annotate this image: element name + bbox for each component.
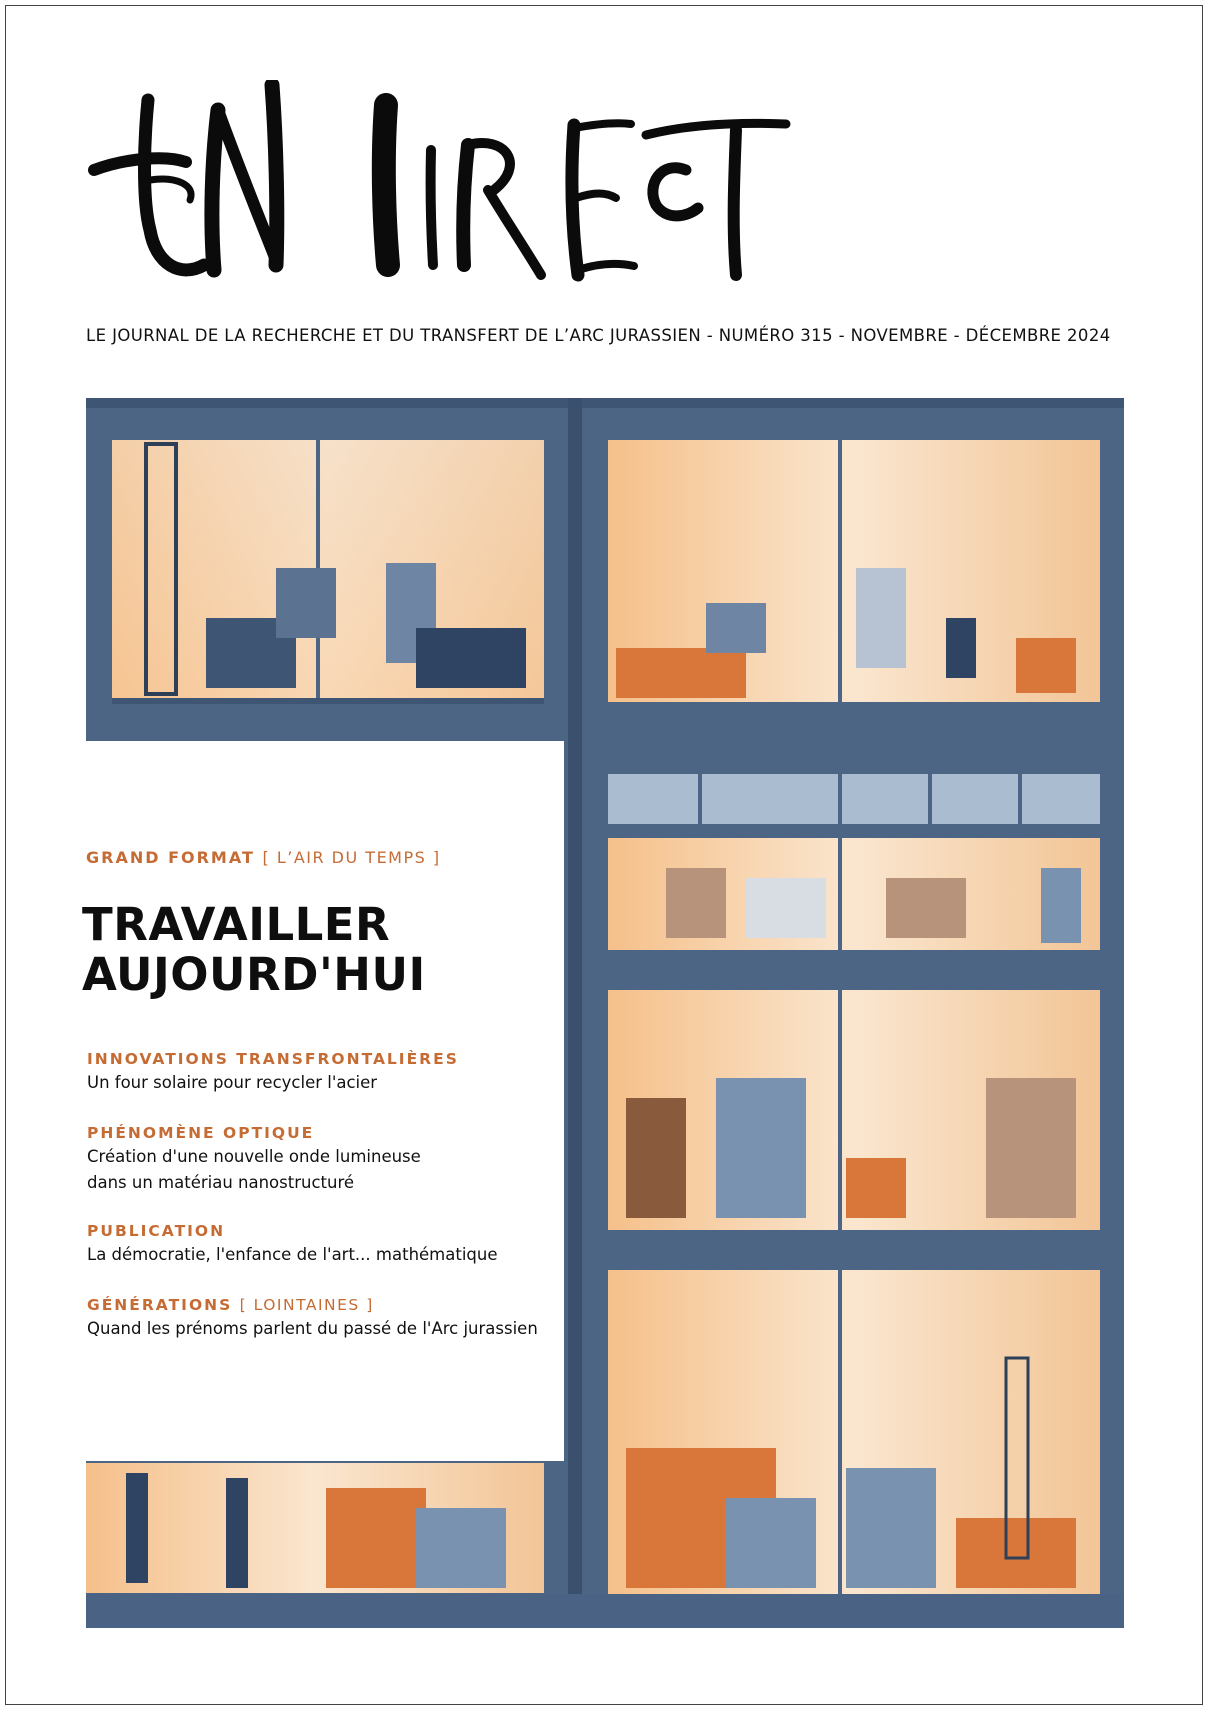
masthead-logo-art	[86, 80, 866, 305]
story-link-democracy[interactable]	[87, 1242, 498, 1268]
story-line: Un four solaire pour recycler l'acier	[87, 1073, 378, 1092]
story-kicker-generations	[87, 1296, 374, 1314]
masthead-logo	[86, 80, 866, 305]
feature-title-line2: AUJOURD'HUI	[82, 948, 426, 1001]
story-link-solar-oven[interactable]	[87, 1070, 377, 1096]
story-line: Quand les prénoms parlent du passé de l'Arc jurassien	[87, 1319, 538, 1338]
story-line: La démocratie, l'enfance de l'art... mathématique	[87, 1245, 498, 1264]
tagline: LE JOURNAL DE LA RECHERCHE ET DU TRANSFERT DE L’ARC JURASSIEN - NUMÉRO 315 - NOVEMBRE - DÉCEMBRE 2024	[86, 326, 1111, 345]
story-kicker-label: GÉNÉRATIONS	[87, 1296, 233, 1314]
story-kicker-innovations: INNOVATIONS TRANSFRONTALIÈRES	[87, 1050, 459, 1068]
story-kicker-sub: [ LOINTAINES ]	[239, 1296, 374, 1314]
story-kicker-publication: PUBLICATION	[87, 1222, 226, 1240]
feature-kicker-label: GRAND FORMAT	[86, 848, 255, 867]
feature-title[interactable]	[82, 900, 426, 1000]
feature-kicker	[86, 848, 441, 867]
feature-kicker-sub: [ L’AIR DU TEMPS ]	[262, 848, 441, 867]
story-line: dans un matériau nanostructuré	[87, 1173, 355, 1192]
story-kicker-optics: PHÉNOMÈNE OPTIQUE	[87, 1124, 315, 1142]
story-link-light-wave[interactable]	[87, 1144, 421, 1196]
story-link-first-names[interactable]	[87, 1316, 538, 1342]
feature-title-line1: TRAVAILLER	[82, 898, 391, 951]
story-line: Création d'une nouvelle onde lumineuse	[87, 1147, 421, 1166]
